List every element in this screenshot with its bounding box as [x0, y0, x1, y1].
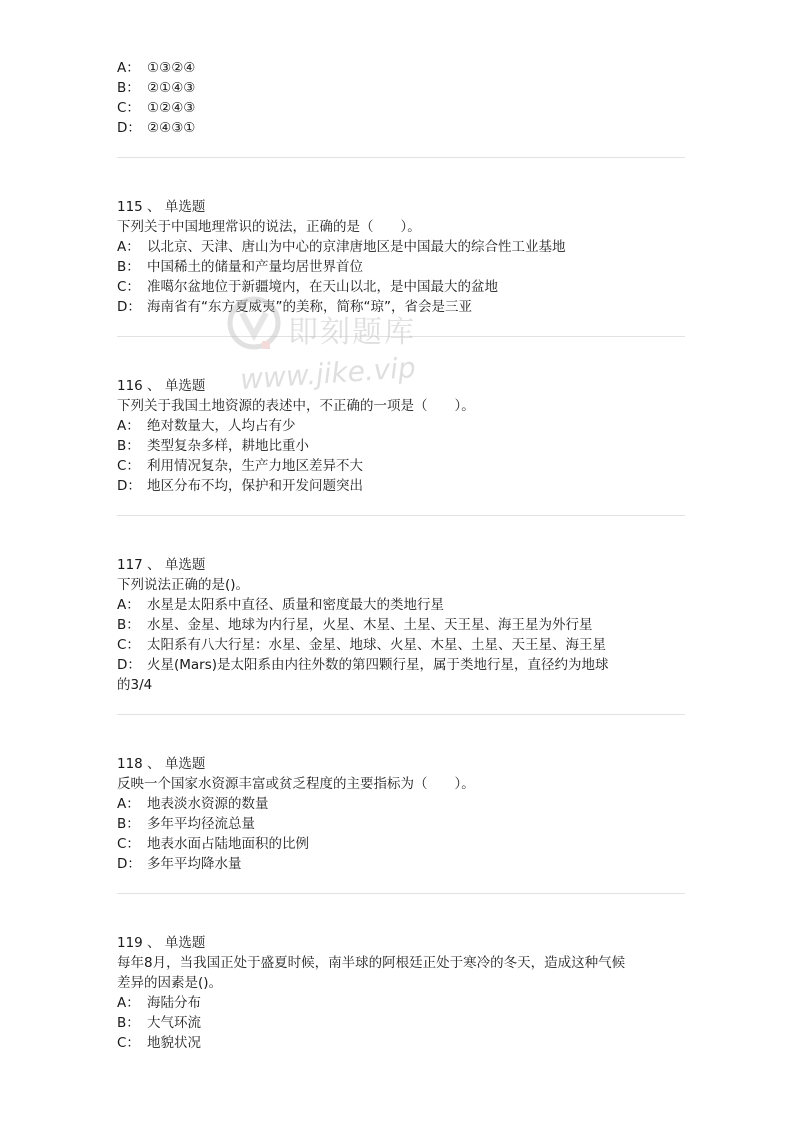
option-a: A： 水星是太阳系中直径、质量和密度最大的类地行星 [117, 597, 444, 613]
option-d: D： 地区分布不均，保护和开发问题突出 [117, 478, 363, 494]
option-d: D： ②④③① [117, 120, 196, 136]
question-stem: 下列关于我国土地资源的表述中，不正确的一项是（ ）。 [117, 398, 475, 414]
option-c: C： 地貌状况 [117, 1035, 201, 1051]
option-c: C： ①②④③ [117, 100, 196, 116]
option-b: B： ②①④③ [117, 80, 196, 96]
option-d: D： 海南省有“东方夏威夷”的美称，简称“琼”，省会是三亚 [117, 299, 472, 315]
option-b: B： 类型复杂多样，耕地比重小 [117, 438, 309, 454]
option-c: C： 地表水面占陆地面积的比例 [117, 836, 309, 852]
option-b: B： 多年平均径流总量 [117, 816, 255, 832]
option-c: C： 利用情况复杂，生产力地区差异不大 [117, 458, 363, 474]
option-c: C： 太阳系有八大行星：水星、金星、地球、火星、木星、土星、天王星、海王星 [117, 637, 606, 653]
option-d-continued: 的3/4 [117, 677, 153, 693]
option-d: D： 多年平均降水量 [117, 856, 242, 872]
watermark-brand: 即刻题库 [288, 315, 416, 350]
option-a: A： 地表淡水资源的数量 [117, 796, 269, 812]
question-number: 117 、 单选题 [117, 557, 206, 573]
question-stem: 每年8月，当我国正处于盛夏时候，南半球的阿根廷正处于寒冷的冬天，造成这种气候 [117, 955, 626, 971]
question-number: 115 、 单选题 [117, 199, 206, 215]
option-a: A： ①③②④ [117, 60, 196, 76]
question-number: 116 、 单选题 [117, 378, 206, 394]
question-stem: 下列关于中国地理常识的说法，正确的是（ ）。 [117, 219, 421, 235]
question-stem-continued: 差异的因素是()。 [117, 975, 223, 991]
question-stem: 下列说法正确的是()。 [117, 577, 250, 593]
option-b: B： 中国稀土的储量和产量均居世界首位 [117, 259, 363, 275]
option-a: A： 绝对数量大，人均占有少 [117, 418, 296, 434]
question-118 [117, 754, 685, 874]
question-number: 119 、 单选题 [117, 935, 206, 951]
option-c: C： 准噶尔盆地位于新疆境内，在天山以北，是中国最大的盆地 [117, 279, 498, 295]
option-a: A： 海陆分布 [117, 995, 201, 1011]
question-stem: 反映一个国家水资源丰富或贫乏程度的主要指标为（ ）。 [117, 776, 475, 792]
prev-question-options [117, 58, 685, 138]
question-117 [117, 555, 685, 695]
watermark-url: www.jike.vip [239, 350, 417, 397]
question-number: 118 、 单选题 [117, 756, 206, 772]
question-115 [117, 197, 685, 317]
option-a: A： 以北京、天津、唐山为中心的京津唐地区是中国最大的综合性工业基地 [117, 239, 566, 255]
question-119 [117, 933, 685, 1053]
question-116 [117, 376, 685, 496]
option-b: B： 大气环流 [117, 1015, 201, 1031]
option-d: D： 火星(Mars)是太阳系由内往外数的第四颗行星，属于类地行星，直径约为地球 [117, 657, 609, 673]
option-b: B： 水星、金星、地球为内行星，火星、木星、土星、天王星、海王星为外行星 [117, 617, 593, 633]
document-page [117, 58, 685, 1053]
